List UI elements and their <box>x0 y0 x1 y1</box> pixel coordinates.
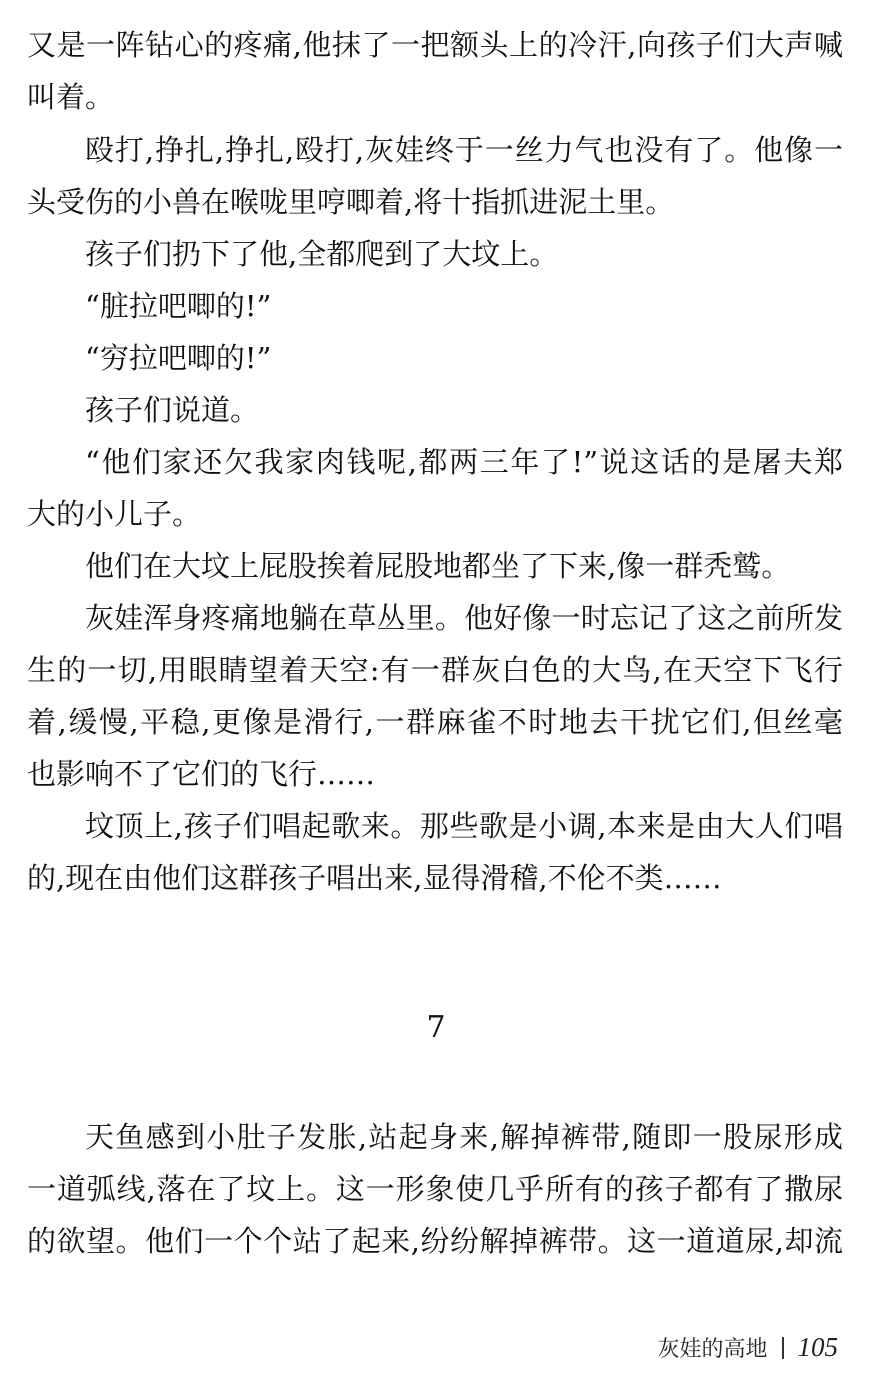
text-line: 又是一阵钻心的疼痛,他抹了一把额头上的冷汗,向孩子们大声喊 <box>27 28 843 62</box>
text-line: 生的一切,用眼睛望着天空:有一群灰白色的大鸟,在天空下飞行 <box>27 653 843 687</box>
text-line: 他们在大坟上屁股挨着屁股地都坐了下来,像一群秃鹫。 <box>85 549 791 583</box>
text-line: 灰娃浑身疼痛地躺在草丛里。他好像一时忘记了这之前所发 <box>85 601 843 635</box>
text-line: 殴打,挣扎,挣扎,殴打,灰娃终于一丝力气也没有了。他像一 <box>85 133 843 167</box>
text-line: 叫着。 <box>27 80 115 114</box>
text-line: 坟顶上,孩子们唱起歌来。那些歌是小调,本来是由大人们唱 <box>85 809 843 843</box>
text-line: “穷拉吧唧的!” <box>85 341 272 375</box>
chapter-number: 7 <box>426 1010 446 1045</box>
text-line: 孩子们说道。 <box>85 393 260 427</box>
footer-divider <box>782 1337 784 1359</box>
book-title: 灰娃的高地 <box>657 1337 768 1362</box>
text-line: 也影响不了它们的飞行…… <box>27 757 376 791</box>
text-line: 的欲望。他们一个个站了起来,纷纷解掉裤带。这一道道尿,却流 <box>27 1224 843 1258</box>
text-line: “脏拉吧唧的!” <box>85 289 272 323</box>
text-line: 头受伤的小兽在喉咙里哼唧着,将十指抓进泥土里。 <box>27 185 675 219</box>
text-line: 天鱼感到小肚子发胀,站起身来,解掉裤带,随即一股尿形成 <box>85 1120 843 1154</box>
text-line: 孩子们扔下了他,全都爬到了大坟上。 <box>85 237 559 271</box>
page-number: 105 <box>797 1332 838 1362</box>
page-footer <box>657 1332 838 1363</box>
text-line: 的,现在由他们这群孩子唱出来,显得滑稽,不伦不类…… <box>27 861 722 895</box>
text-line: “他们家还欠我家肉钱呢,都两三年了!”说这话的是屠夫郑 <box>85 445 843 479</box>
text-line: 大的小儿子。 <box>27 497 202 531</box>
text-line: 一道弧线,落在了坟上。这一形象使几乎所有的孩子都有了撒尿 <box>27 1172 843 1206</box>
text-line: 着,缓慢,平稳,更像是滑行,一群麻雀不时地去干扰它们,但丝毫 <box>27 705 843 739</box>
